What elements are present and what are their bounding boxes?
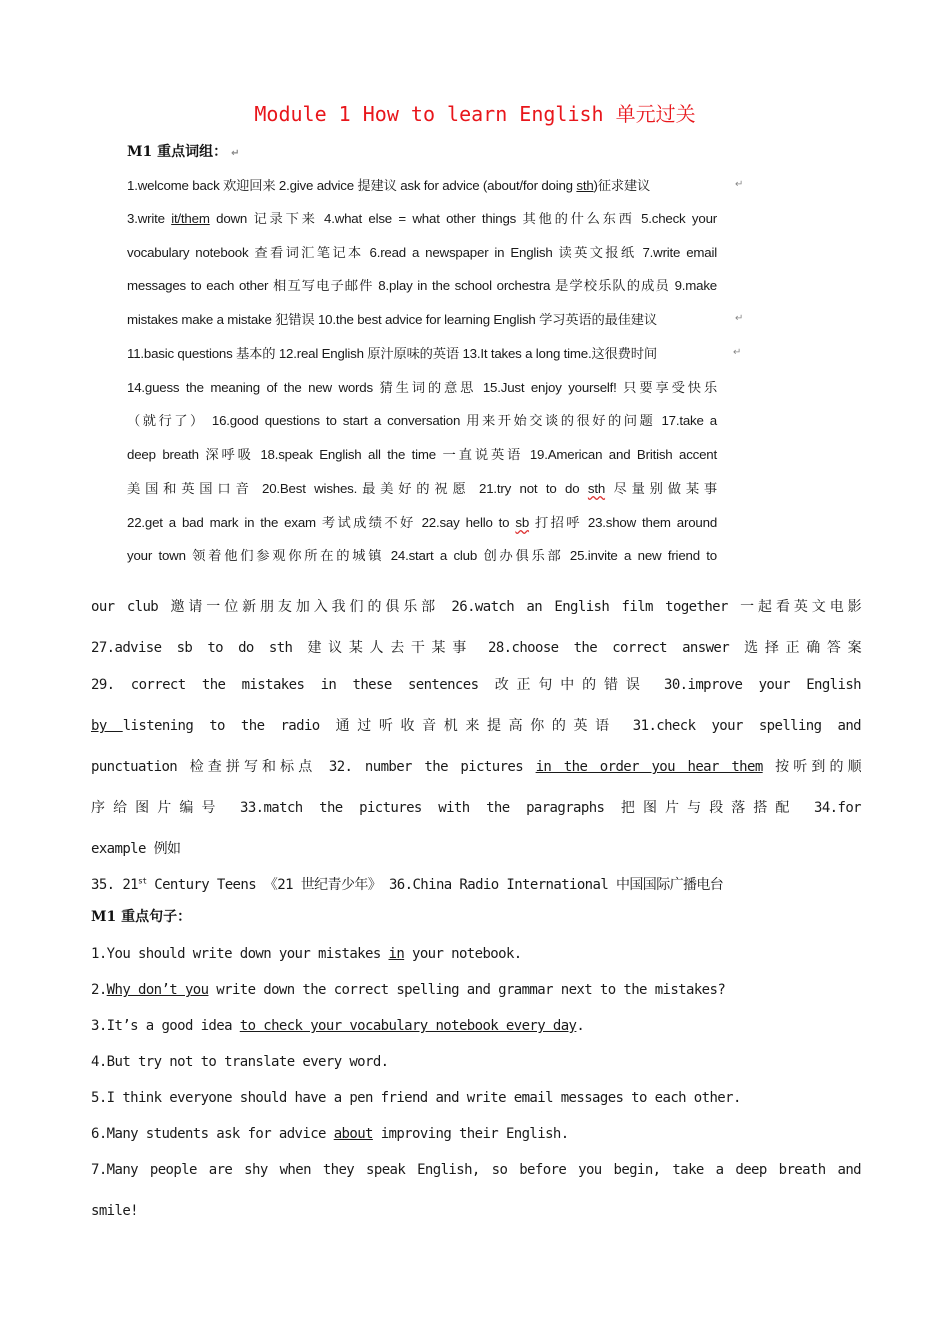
phrase-line [127, 545, 717, 564]
line-text: . [576, 1018, 585, 1034]
line-text: improving their English. [372, 1126, 569, 1142]
line-text: 22.get a bad mark in the exam 考试成绩不好 22.say hello to [127, 515, 516, 530]
line-text: deep breath 深呼吸 18.speak English all the time 一直说英语 19.American and British accent [127, 447, 717, 462]
line-text: your notebook. [404, 946, 522, 962]
line-text: in the order you hear them [535, 759, 763, 775]
phrase-line [91, 797, 861, 817]
phrase-line [127, 512, 717, 531]
line-text: 美国和英国口音 20.Best wishes.最美好的祝愿 21.try not to do [127, 481, 588, 496]
sentence-line [91, 1018, 861, 1034]
line-text: 35. 21 [91, 877, 138, 893]
line-text: punctuation 检查拼写和标点 32. number the pictures [91, 759, 536, 775]
line-text: 序给图片编号 33.match the pictures with the paragraphs 把图片与段落搭配 34.for [91, 800, 861, 816]
line-text: 11.basic questions 基本的 12.real English 原汁原味的英语 13.It takes a long time.这很费时间 [127, 346, 657, 361]
sentence-line [91, 946, 861, 962]
line-text: 6.Many students ask for advice [91, 1126, 334, 1142]
line-text: listening to the radio 通过听收音机来提高你的英语 31.check your spelling and [122, 718, 861, 734]
phrase-line [127, 410, 717, 429]
phrase-line [127, 242, 717, 261]
phrase-line [127, 377, 717, 396]
line-text: it/them [171, 211, 210, 226]
line-text: sb [515, 515, 530, 530]
line-text: sth [587, 481, 606, 496]
phrase-line [91, 715, 861, 735]
page-title: Module 1 How to learn English 单元过关 [254, 102, 696, 126]
paragraph-mark-icon: ↵ [231, 148, 240, 159]
sentence-line [91, 1090, 861, 1106]
line-text: by [91, 718, 123, 734]
line-text: 29. correct the mistakes in these sentences 改正句中的错误 30.improve your English [91, 677, 861, 693]
line-text: vocabulary notebook 查看词汇笔记本 6.read a newspaper in English 读英文报纸 7.write email [127, 245, 717, 260]
line-text: 2. [91, 982, 107, 998]
sentences-header: M1 重点句子： [91, 909, 192, 925]
line-text: down 记录下来 4.what else = what other things 其他的什么东西 5.check your [209, 211, 717, 226]
line-text: 27.advise sb to do sth 建议某人去干某事 28.choose the correct answer 选择正确答案 [91, 640, 861, 656]
line-text: 1.You should write down your mistakes [91, 946, 389, 962]
line-text: 7.Many people are shy when they speak English, so before you begin, take a deep breath and [91, 1162, 861, 1178]
phrase-line [127, 175, 717, 194]
line-text: （就行了） 16.good questions to start a conversation 用来开始交谈的很好的问题 17.take a [127, 413, 717, 428]
phrase-line [127, 208, 717, 227]
phrases-header-text: M1 重点词组： [127, 144, 228, 160]
line-text: to check your vocabulary notebook every day [239, 1018, 577, 1034]
sentence-line [91, 1162, 861, 1178]
line-text: )征求建议 [593, 178, 651, 193]
phrase-line [91, 838, 861, 858]
line-text: 1.welcome back 欢迎回来 2.give advice 提建议 ask for advice (about/for doing [127, 178, 577, 193]
line-text: st [137, 876, 147, 886]
line-text: smile! [91, 1203, 138, 1219]
phrase-line [127, 478, 717, 497]
phrase-line [127, 343, 717, 362]
sentence-line [91, 1126, 861, 1142]
line-text: Why don’t you [106, 982, 209, 998]
paragraph-mark-icon: ↵ [735, 313, 744, 324]
sentence-line [91, 982, 861, 998]
line-text: 3.It’s a good idea [91, 1018, 240, 1034]
line-text: 14.guess the meaning of the new words 猜生词的意思 15.Just enjoy yourself! 只要享受快乐 [127, 380, 717, 395]
phrase-line [127, 444, 717, 463]
line-text: 尽量别做某事 [605, 481, 717, 496]
phrase-line [127, 275, 717, 294]
sentence-line [91, 1203, 861, 1219]
line-text: messages to each other 相互写电子邮件 8.play in the school orchestra 是学校乐队的成员 9.make [127, 278, 717, 293]
line-text: 按听到的顺 [762, 759, 861, 775]
line-text: Century Teens 《21 世纪青少年》 36.China Radio International 中国国际广播电台 [146, 877, 724, 893]
phrases-header [127, 141, 240, 161]
line-text: your town 领着他们参观你所在的城镇 24.start a club 创办俱乐部 25.invite a new friend to [127, 548, 717, 563]
line-text: 4.But try not to translate every word. [91, 1054, 389, 1070]
phrase-line [91, 756, 861, 776]
line-text: mistakes make a mistake 犯错误 10.the best advice for learning English 学习英语的最佳建议 [127, 312, 657, 327]
sentence-line [91, 1054, 861, 1070]
line-text: our club 邀请一位新朋友加入我们的俱乐部 26.watch an English film together 一起看英文电影 [91, 599, 861, 615]
phrase-line [91, 637, 861, 657]
line-text: in [388, 946, 405, 962]
line-text: 打招呼 23.show them around [529, 515, 718, 530]
line-text: write down the correct spelling and grammar next to the mistakes? [208, 982, 726, 998]
line-text: example 例如 [91, 841, 181, 857]
paragraph-mark-icon: ↵ [733, 347, 742, 358]
phrase-line [91, 874, 861, 894]
line-text: 5.I think everyone should have a pen friend and write email messages to each other. [91, 1090, 741, 1106]
line-text: 3.write [127, 211, 172, 226]
phrase-line [91, 674, 861, 694]
phrase-line [91, 596, 861, 616]
phrase-line [127, 309, 717, 328]
paragraph-mark-icon: ↵ [735, 179, 744, 190]
line-text: about [333, 1126, 373, 1142]
line-text: sth [576, 178, 594, 193]
